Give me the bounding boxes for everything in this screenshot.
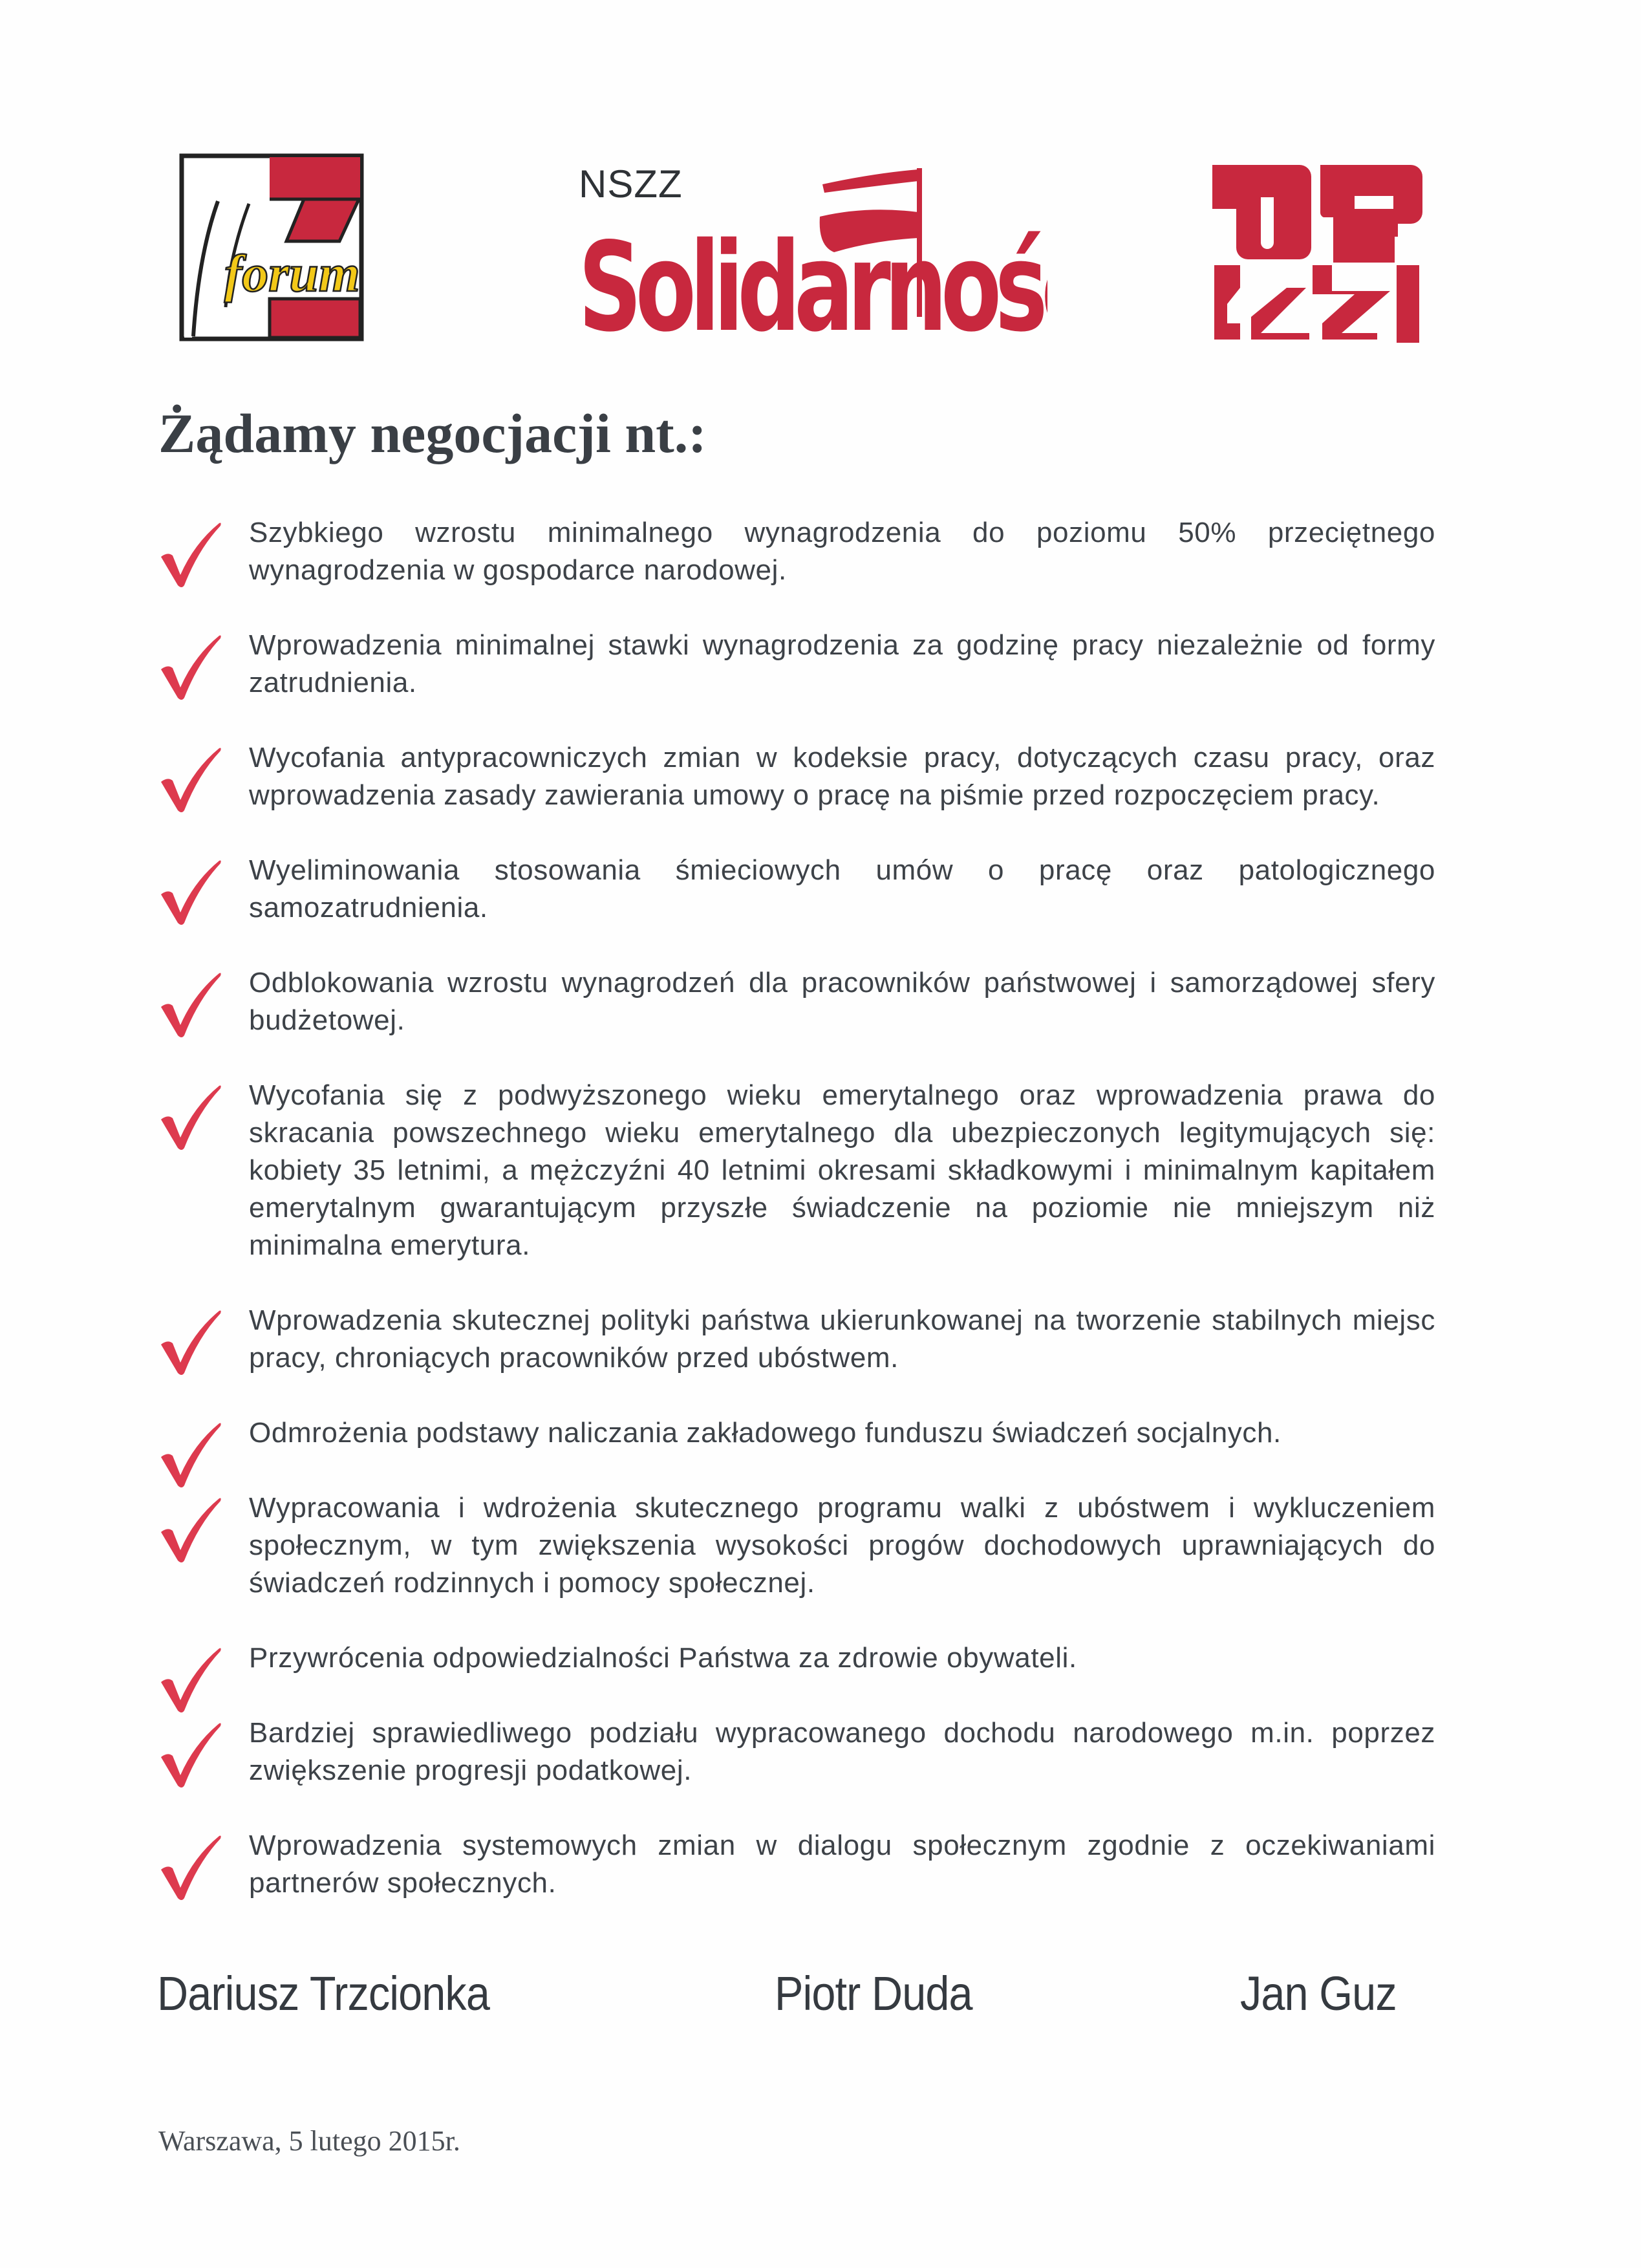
signature-jan-guz: Jan Guz <box>1240 1967 1397 2020</box>
demand-item <box>158 627 1435 702</box>
page-title: Żądamy negocjacji nt.: <box>158 402 707 464</box>
demand-item <box>158 1077 1435 1264</box>
checkmark-icon <box>158 1718 223 1789</box>
demand-text: Wprowadzenia systemowych zmian w dialogu społecznym zgodnie z oczekiwaniami partnerów społecznych. <box>249 1830 1435 1899</box>
forum-zz-logo <box>178 152 365 343</box>
checkmark-icon <box>158 1493 223 1564</box>
demand-item <box>158 739 1435 814</box>
checkmark-icon <box>158 968 223 1039</box>
checkmark-icon <box>158 631 223 702</box>
checkmark-icon <box>158 1081 223 1152</box>
demand-item <box>158 852 1435 927</box>
demand-item <box>158 1827 1435 1902</box>
demand-text: Szybkiego wzrostu minimalnego wynagrodzenia do poziomu 50% przeciętnego wynagrodzenia w gospodarce narodowej. <box>249 517 1435 586</box>
forum-logo-text: forum <box>224 244 360 303</box>
checkmark-icon <box>158 856 223 927</box>
demand-text: Przywrócenia odpowiedzialności Państwa za zdrowie obywateli. <box>249 1642 1077 1674</box>
solidarnosc-logo-text: Solidarność <box>578 216 1047 343</box>
demand-text: Wypracowania i wdrożenia skutecznego programu walki z ubóstwem i wykluczeniem społecznym, w tym zwiększenia wysokości progów dochodowych uprawniających do świadczeń rodzinnych i pomocy społecznej. <box>249 1492 1435 1599</box>
checkmark-icon <box>158 743 223 814</box>
demand-text: Bardziej sprawiedliwego podziału wypracowanego dochodu narodowego m.in. poprzez zwiększenie progresji podatkowej. <box>249 1717 1435 1786</box>
solidarnosc-logo <box>569 155 1047 343</box>
demand-text: Wprowadzenia skutecznej polityki państwa ukierunkowanej na tworzenie stabilnych miejsc pracy, chroniących pracowników przed ubóstwem. <box>249 1304 1435 1374</box>
demands-list <box>158 514 1435 1902</box>
demand-item <box>158 1302 1435 1377</box>
checkmark-icon <box>158 518 223 589</box>
demand-item <box>158 964 1435 1039</box>
signatures <box>0 1966 1641 2044</box>
place-and-date: Warszawa, 5 lutego 2015r. <box>158 2125 460 2157</box>
demand-item <box>158 1714 1435 1789</box>
demand-item <box>158 514 1435 589</box>
checkmark-icon <box>158 1643 223 1714</box>
demand-item <box>158 1639 1435 1677</box>
demand-text: Odmrożenia podstawy naliczania zakładowego funduszu świadczeń socjalnych. <box>249 1417 1282 1449</box>
demand-text: Wprowadzenia minimalnej stawki wynagrodzenia za godzinę pracy niezależnie od formy zatrudnienia. <box>249 629 1435 698</box>
demand-text: Odblokowania wzrostu wynagrodzeń dla pracowników państwowej i samorządowej sfery budżetowej. <box>249 967 1435 1036</box>
checkmark-icon <box>158 1306 223 1377</box>
checkmark-icon <box>158 1418 223 1489</box>
demand-text: Wycofania antypracowniczych zmian w kodeksie pracy, dotyczących czasu pracy, oraz wprowadzenia zasady zawierania umowy o pracę na piśmie przed rozpoczęciem pracy. <box>249 742 1435 811</box>
demand-item <box>158 1489 1435 1602</box>
demand-text: Wyeliminowania stosowania śmieciowych umów o pracę oraz patologicznego samozatrudnienia. <box>249 854 1435 923</box>
opzz-logo <box>1203 158 1422 346</box>
demand-text: Wycofania się z podwyższonego wieku emerytalnego oraz wprowadzenia prawa do skracania powszechnego wieku emerytalnego dla ubezpieczonych legitymujących się: kobiety 35 letnimi, a mężczyźni 40 letnimi okresami składkowymi i minimalnym kapitałem emerytalnym gwarantującym przyszłe świadczenie na poziomie nie mniejszym niż minimalna emerytura. <box>249 1079 1435 1261</box>
signature-piotr-duda: Piotr Duda <box>775 1967 972 2020</box>
checkmark-icon <box>158 1831 223 1902</box>
signature-dariusz-trzcionka: Dariusz Trzcionka <box>157 1967 489 2020</box>
nszz-label: NSZZ <box>579 162 683 206</box>
demand-item <box>158 1414 1435 1452</box>
